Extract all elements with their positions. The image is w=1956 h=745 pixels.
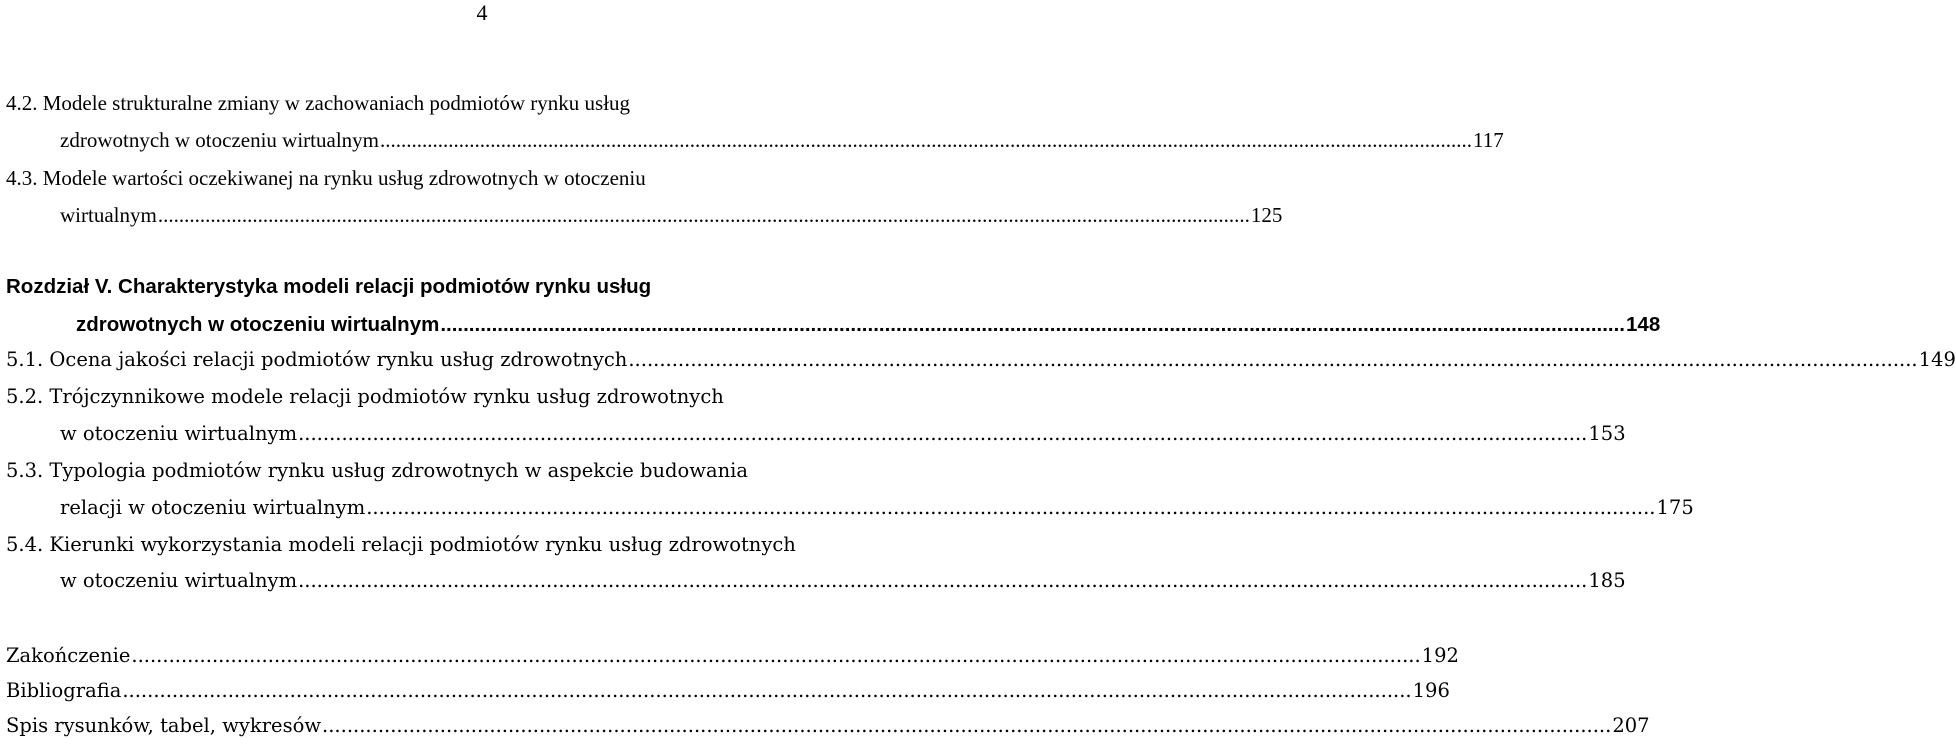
toc-entry-list-of-figures <box>6 711 1650 741</box>
toc-entry-text: Zakończenie <box>6 644 131 667</box>
leader-dots: ................................................................................................................................................................................................................ <box>440 313 1626 336</box>
toc-entry-5-3-line2 <box>60 493 1694 523</box>
toc-page-number: 148 <box>1626 313 1661 336</box>
toc-entry-text: Spis rysunków, tabel, wykresów <box>6 714 322 737</box>
toc-entry-text: wirtualnym <box>60 203 157 227</box>
toc-page-number: 185 <box>1588 569 1626 592</box>
toc-entry-text: zdrowotnych w otoczeniu wirtualnym <box>60 128 379 152</box>
toc-entry-5-4-line1: 5.4. Kierunki wykorzystania modeli relacji podmiotów rynku usług zdrowotnych <box>6 533 796 556</box>
leader-dots: ................................................................................................................................................................................................................ <box>298 569 1588 592</box>
toc-page-number: 175 <box>1656 496 1694 519</box>
leader-dots: ................................................................................................................................................................................................................ <box>366 496 1656 519</box>
toc-entry-4-3-line1: 4.3. Modele wartości oczekiwanej na rynku usług zdrowotnych w otoczeniu <box>6 166 646 190</box>
toc-entry-bibliography <box>6 676 1450 706</box>
toc-entry-5-1 <box>6 345 1956 375</box>
toc-chapter-5-line2 <box>76 310 1661 340</box>
toc-entry-4-3-line2 <box>60 200 1283 230</box>
toc-entry-5-2-line2 <box>60 419 1626 449</box>
leader-dots: ................................................................................................................................................................................................................ <box>157 203 1250 227</box>
toc-page-number: 192 <box>1421 644 1459 667</box>
leader-dots: ................................................................................................................................................................................................................ <box>322 714 1612 737</box>
toc-entry-5-2-line1: 5.2. Trójczynnikowe modele relacji podmiotów rynku usług zdrowotnych <box>6 385 724 408</box>
toc-entry-5-4-line2 <box>60 566 1626 596</box>
toc-entry-4-2-line2 <box>60 125 1504 155</box>
leader-dots: ................................................................................................................................................................................................................ <box>122 679 1412 702</box>
toc-page-number: 153 <box>1588 422 1626 445</box>
toc-chapter-5-line1: Rozdział V. Charakterystyka modeli relacji podmiotów rynku usług <box>6 275 652 298</box>
toc-entry-text: w otoczeniu wirtualnym <box>60 569 298 592</box>
toc-page-number: 117 <box>1473 128 1504 152</box>
toc-entry-text: relacji w otoczeniu wirtualnym <box>60 496 366 519</box>
toc-page-number: 196 <box>1412 679 1450 702</box>
leader-dots: ................................................................................................................................................................................................................ <box>131 644 1421 667</box>
toc-page-number: 207 <box>1612 714 1650 737</box>
toc-entry-text: w otoczeniu wirtualnym <box>60 422 298 445</box>
toc-page-number: 125 <box>1250 203 1283 227</box>
toc-entry-text: Bibliografia <box>6 679 122 702</box>
toc-entry-conclusion <box>6 641 1459 671</box>
leader-dots: ................................................................................................................................................................................................................ <box>380 128 1472 152</box>
page-number: 4 <box>476 0 488 25</box>
toc-entry-5-3-line1: 5.3. Typologia podmiotów rynku usług zdrowotnych w aspekcie budowania <box>6 459 749 482</box>
toc-page-number: 149 <box>1918 348 1956 371</box>
toc-entry-4-2-line1: 4.2. Modele strukturalne zmiany w zachowaniach podmiotów rynku usług <box>6 91 631 115</box>
leader-dots: ................................................................................................................................................................................................................ <box>628 348 1918 371</box>
toc-entry-text: 5.1. Ocena jakości relacji podmiotów rynku usług zdrowotnych <box>6 348 628 371</box>
toc-entry-text: zdrowotnych w otoczeniu wirtualnym <box>76 313 440 336</box>
leader-dots: ................................................................................................................................................................................................................ <box>298 422 1588 445</box>
